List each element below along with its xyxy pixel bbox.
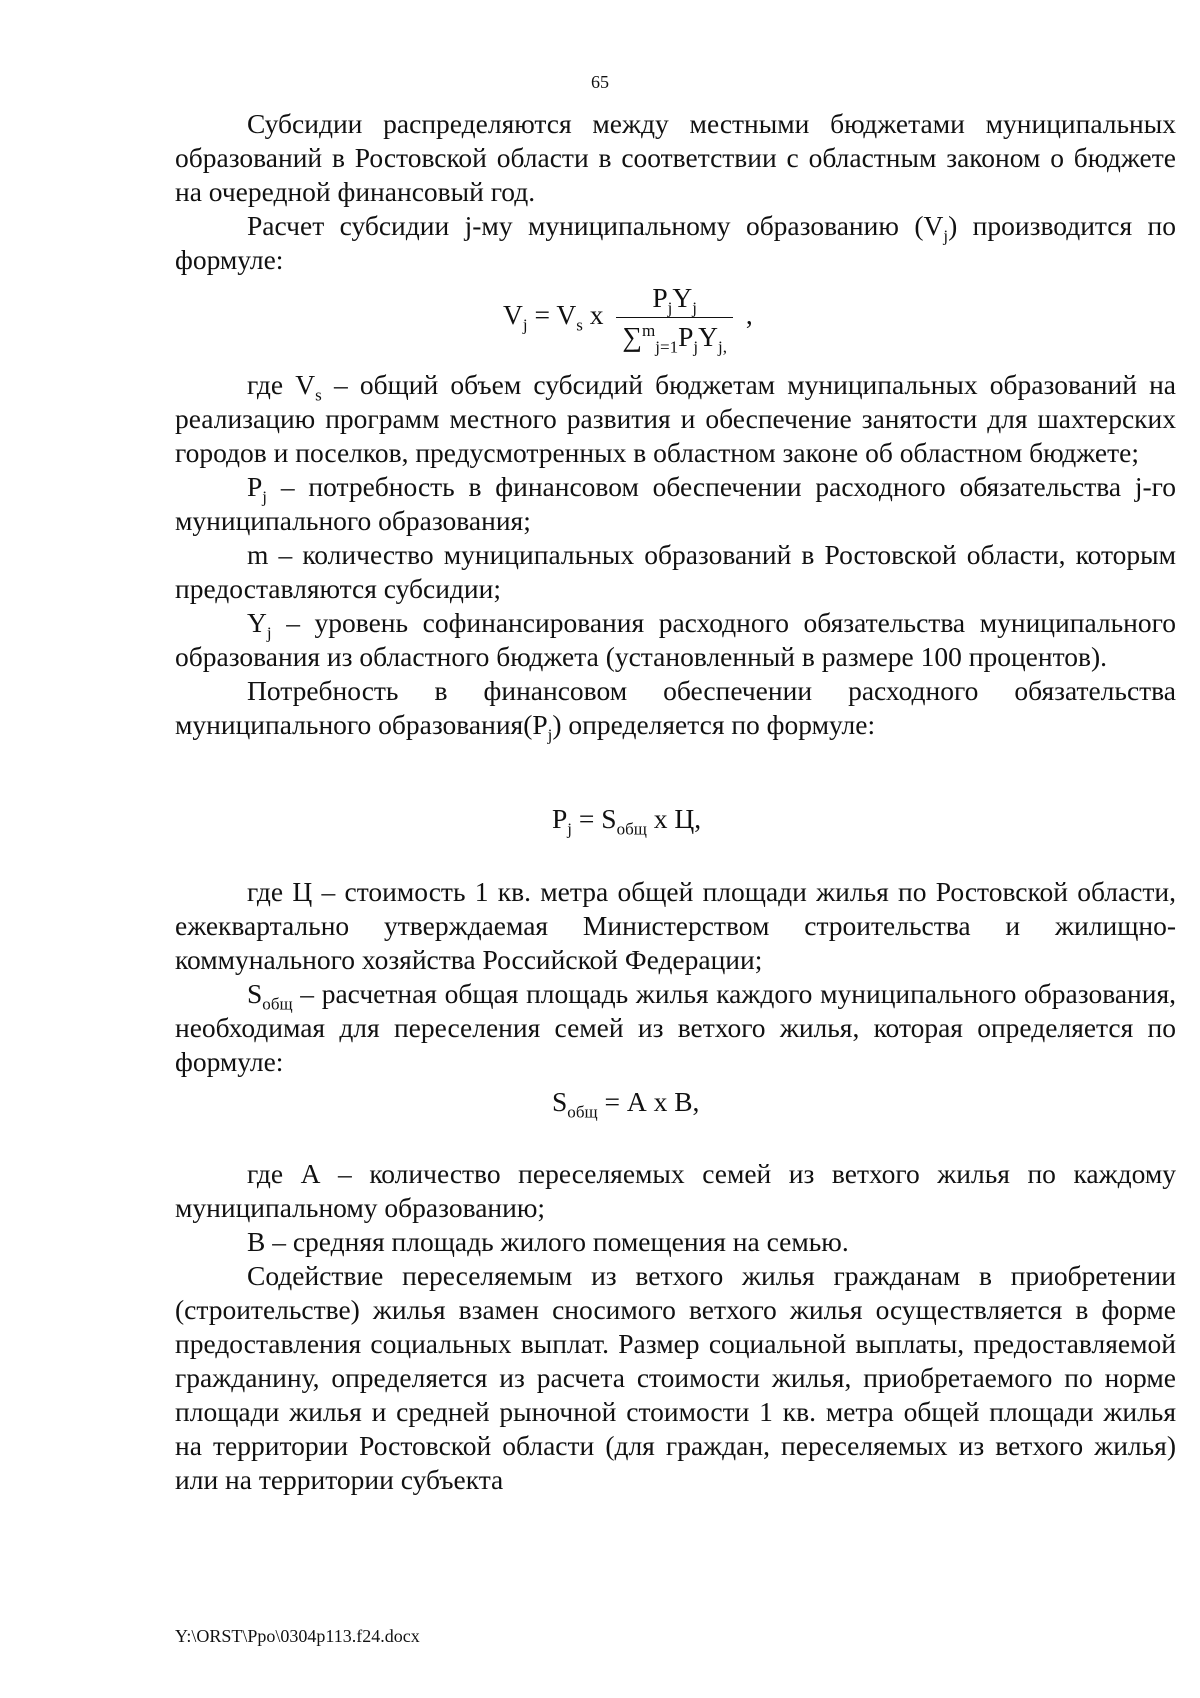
paragraph-social-payments: Содействие переселяемым из ветхого жилья гражданам в приобретении (строительстве) жилья взамен сносимого ветхого жилья осуществляется в форме предоставления социальных выплат. Размер социальной выплаты, предоставляемой гражданину, определяется из расчета стоимости жилья, приобретаемого по норме площади жилья и средней рыночной стоимости 1 кв. метра общей площади жилья на территории Ростовской области (для граждан, переселяемых из ветхого жилья) или на территории субъекта: [175, 1260, 1176, 1495]
definition-s: $S_{общ}$ – расчетная общая площадь жилья каждого муниципального образования, необходимая для переселения семей из ветхого жилья, которая определяется по формуле:: [175, 978, 1176, 1077]
definition-a: где А – количество переселяемых семей из ветхого жилья по каждому муниципальному образованию;: [175, 1158, 1176, 1223]
resettlement-block: [175, 1157, 1176, 1497]
paragraph-need: Потребность в финансовом обеспечении расходного обязательства муниципального $образования(P_j)$ определяется по формуле:: [175, 675, 1176, 745]
fraction-numerator: $P_jY_j$: [616, 281, 733, 318]
formula-s: $S_{общ} = А$ х В,: [552, 1086, 700, 1122]
definition-c: где Ц – стоимость 1 кв. метра общей площади жилья по Ростовской области, ежеквартально утверждаемая Министерством строительства и жилищно-коммунального хозяйства Российской Федерации;: [175, 876, 1176, 975]
definition-b: В – средняя площадь жилого помещения на семью.: [247, 1226, 849, 1257]
definition-vs: где $V_s$ – общий объем субсидий бюджетам муниципальных образований на реализацию программ местного развития и обеспечение занятости для шахтерских городов и поселков, предусмотренных в областном законе об областном бюджете;: [175, 369, 1177, 468]
paragraph-subsidy-distribution: Субсидии распределяются между местными бюджетами муниципальных образований в Ростовской области в соответствии с областным законом о бюджете на очередной финансовый год.: [175, 108, 1176, 207]
fraction-denominator: $\sum^m_{j=1}P_jY_{j,}$: [622, 320, 727, 357]
definitions-block: [175, 368, 1177, 745]
price-definitions-block: [175, 875, 1176, 1079]
definition-yj: $Y_j$ – уровень софинансирования расходного обязательства муниципального образования из областного бюджета (установленный в размере 100 процентов).: [175, 607, 1176, 672]
formula-vj: $V_j = V_s$ x $\frac{P_jY_j}{\sum^m_{j=1}P_jY_{j,}}$ ,: [503, 282, 753, 357]
file-path-footer: Y:\ORST\Ppo\0304p113.f24.docx: [175, 1626, 420, 1646]
page-number: 65: [591, 72, 609, 92]
definition-m: m – количество муниципальных образований в Ростовской области, которым предоставляются субсидии;: [175, 539, 1176, 604]
formula-vj-fraction: [616, 281, 733, 357]
formula-pj: $P_j = S_{общ}$ x Ц,: [552, 803, 702, 839]
definition-pj: $P_j$ – потребность в финансовом обеспечении расходного обязательства j-го муниципального образования;: [175, 471, 1176, 536]
intro-block: [175, 107, 1176, 277]
paragraph-subsidy-calc: Расчет субсидии j-му муниципальному образованию $(V_j)$ производится по формуле:: [175, 210, 1177, 275]
